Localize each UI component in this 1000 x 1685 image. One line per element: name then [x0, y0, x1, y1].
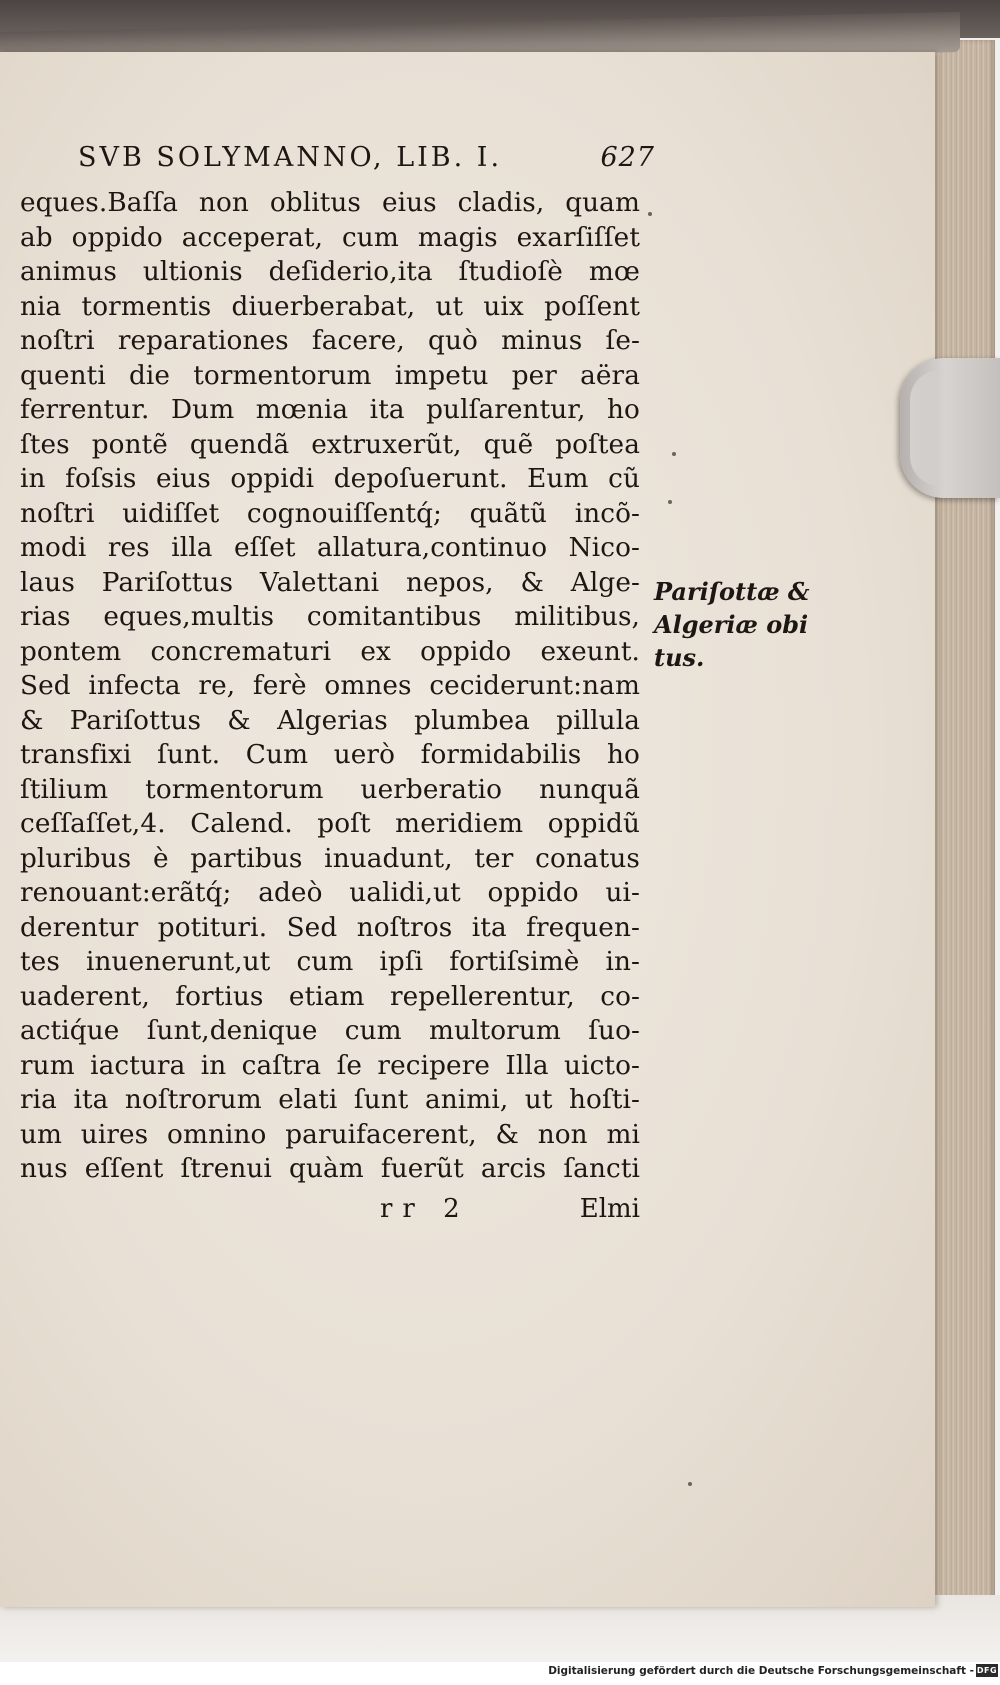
paper-speck — [648, 212, 652, 216]
marginal-note-line: Algeriæ obi — [654, 610, 809, 639]
text-line: nus eſſent ſtrenui quàm fuerũt arcis ſancti — [20, 1154, 640, 1184]
marginal-note-line: Pariſottæ & — [654, 577, 810, 606]
digitization-footer — [0, 1662, 1000, 1685]
page-clip — [900, 358, 1000, 498]
text-line: quenti die tormentorum impetu per aëra — [20, 360, 640, 391]
body-text — [20, 186, 645, 1187]
text-line: ſtes pontẽ quendã extruxerũt, quẽ poſtea — [20, 429, 640, 460]
paper-speck — [672, 452, 676, 456]
text-line: rum iactura in caſtra ſe recipere Illa uicto- — [20, 1050, 640, 1081]
text-line: actiq́ue ſunt,denique cum multorum ſuo- — [20, 1016, 640, 1046]
text-line: Sed infecta re, ferè omnes ceciderunt:nam — [20, 671, 640, 701]
page-footer-line — [20, 1189, 640, 1229]
text-line: uaderent, fortius etiam repellerentur, co- — [20, 981, 640, 1012]
page-text — [20, 120, 655, 1229]
text-line: ceſſaſſet,4. Calend. poſt meridiem oppidũ — [20, 809, 640, 839]
text-line: eques.Baſſa non oblitus eius cladis, quam — [20, 188, 640, 218]
marginal-note-line: tus. — [654, 643, 705, 672]
text-line: in foſsis eius oppidi depoſuerunt. Eum cũ — [20, 464, 640, 494]
text-line: um uires omnino paruifacerent, & non mi — [20, 1119, 640, 1150]
text-line: ab oppido acceperat, cum magis exarſiſſet — [20, 222, 640, 253]
marginal-note — [654, 575, 810, 674]
text-line: nia tormentis diuerberabat, ut uix poſſent — [20, 291, 640, 322]
running-head — [78, 142, 655, 180]
text-line: renouant:erãtq́; adeò ualidi,ut oppido ui- — [20, 878, 640, 908]
signature-mark: rr 2 — [380, 1193, 470, 1224]
catchword: Elmi — [579, 1193, 640, 1224]
page-number: 627 — [600, 142, 655, 173]
paper-speck — [668, 500, 672, 504]
text-line: transfixi ſunt. Cum uerò formidabilis ho — [20, 740, 640, 770]
text-line: animus ultionis deſiderio,ita ſtudioſè mœ — [20, 257, 640, 287]
paper-speck — [688, 1482, 692, 1486]
dfg-logo: DFG — [976, 1666, 998, 1675]
text-line: ria ita noſtrorum elati ſunt animi, ut hoſti- — [20, 1085, 640, 1115]
text-line: rias eques,multis comitantibus militibus, — [20, 602, 640, 632]
text-line: noſtri reparationes facere, quò minus ſe- — [20, 326, 640, 356]
text-line: & Pariſottus & Algerias plumbea pillula — [20, 705, 640, 736]
text-line: derentur potituri. Sed noſtros ita frequen- — [20, 912, 640, 943]
text-line: ferrentur. Dum mœnia ita pulſarentur, ho — [20, 395, 640, 425]
text-line: modi res illa eſſet allatura,continuo Nico- — [20, 533, 640, 563]
text-line: noſtri uidiſſet cognouiſſentq́; quãtũ incõ- — [20, 498, 640, 529]
running-head-title: SVB SOLYMANNO, LIB. I. — [78, 142, 503, 173]
text-line: pontem concrematuri ex oppido exeunt. — [20, 636, 640, 667]
text-line: tes inuenerunt,ut cum ipſi fortiſsimè in- — [20, 947, 640, 977]
text-line: laus Pariſottus Valettani nepos, & Alge- — [20, 567, 640, 598]
text-line: ſtilium tormentorum uerberatio nunquã — [20, 774, 640, 805]
funding-credit: Digitalisierung gefördert durch die Deutsche Forschungsgemeinschaft - — [548, 1665, 974, 1677]
text-line: pluribus è partibus inuadunt, ter conatus — [20, 843, 640, 874]
